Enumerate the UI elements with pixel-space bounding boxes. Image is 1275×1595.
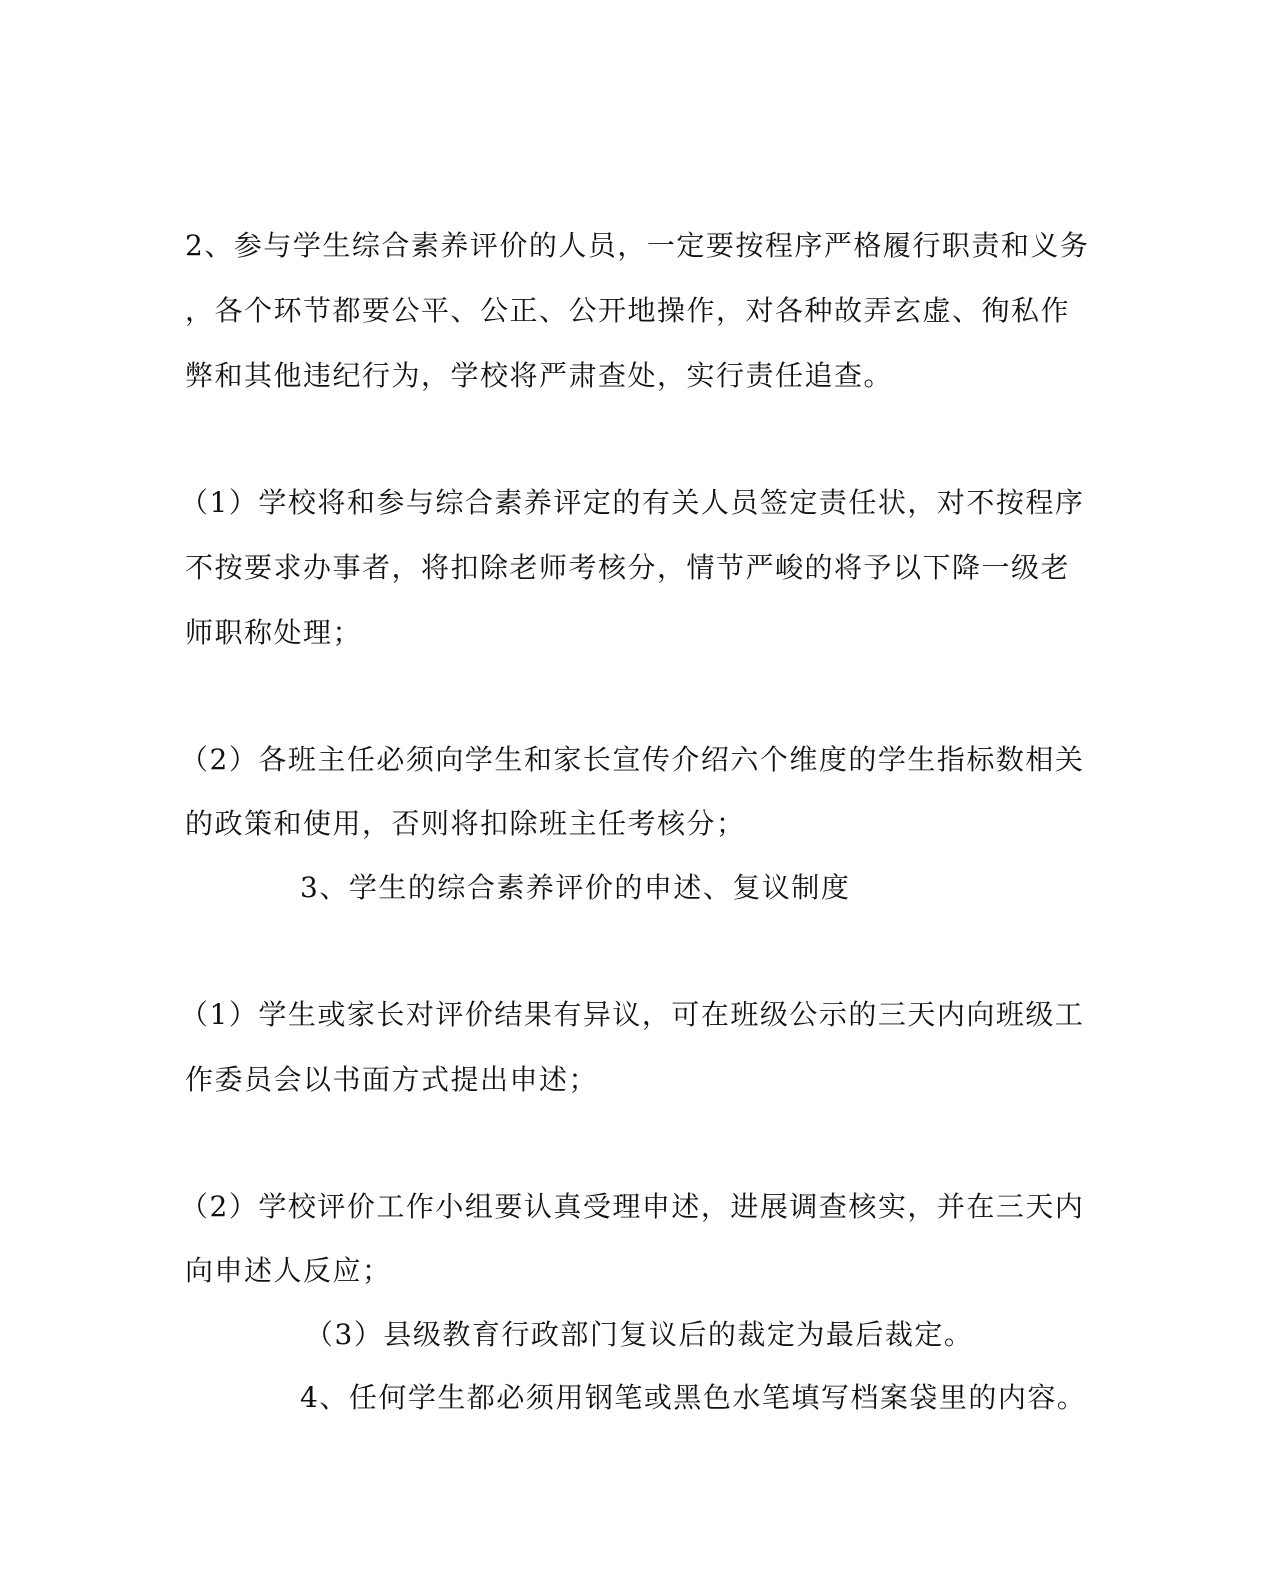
paragraph-5-line-1: （1）学生或家长对评价结果有异议，可在班级公示的三天内向班级工 <box>180 998 1085 1031</box>
paragraph-5-line-2: 作委员会以书面方式提出申述； <box>185 1063 599 1096</box>
paragraph-1-line-1: 2、参与学生综合素养评价的人员，一定要按程序严格履行职责和义务 <box>185 229 1090 262</box>
paragraph-1-line-2: ，各个环节都要公平、公正、公开地操作，对各种故弄玄虚、徇私作 <box>185 294 1071 327</box>
paragraph-7-line-1: （3）县级教育行政部门复议后的裁定为最后裁定。 <box>305 1318 974 1351</box>
section-heading-3: 3、学生的综合素养评价的申述、复议制度 <box>300 871 851 904</box>
paragraph-6-line-1: （2）学校评价工作小组要认真受理申述，进展调查核实，并在三天内 <box>180 1190 1085 1223</box>
paragraph-3-line-1: （2）各班主任必须向学生和家长宣传介绍六个维度的学生指标数相关 <box>180 743 1085 776</box>
paragraph-3-line-2: 的政策和使用，否则将扣除班主任考核分； <box>185 807 746 840</box>
paragraph-2-line-3: 师职称处理； <box>185 616 363 649</box>
paragraph-1-line-3: 弊和其他违纪行为，学校将严肃查处，实行责任追查。 <box>185 359 894 392</box>
section-item-4: 4、任何学生都必须用钢笔或黑色水笔填写档案袋里的内容。 <box>300 1381 1087 1414</box>
paragraph-2-line-2: 不按要求办事者，将扣除老师考核分，情节严峻的将予以下降一级老 <box>185 551 1071 584</box>
paragraph-2-line-1: （1）学校将和参与综合素养评定的有关人员签定责任状，对不按程序 <box>180 486 1085 519</box>
paragraph-6-line-2: 向申述人反应； <box>185 1254 392 1287</box>
